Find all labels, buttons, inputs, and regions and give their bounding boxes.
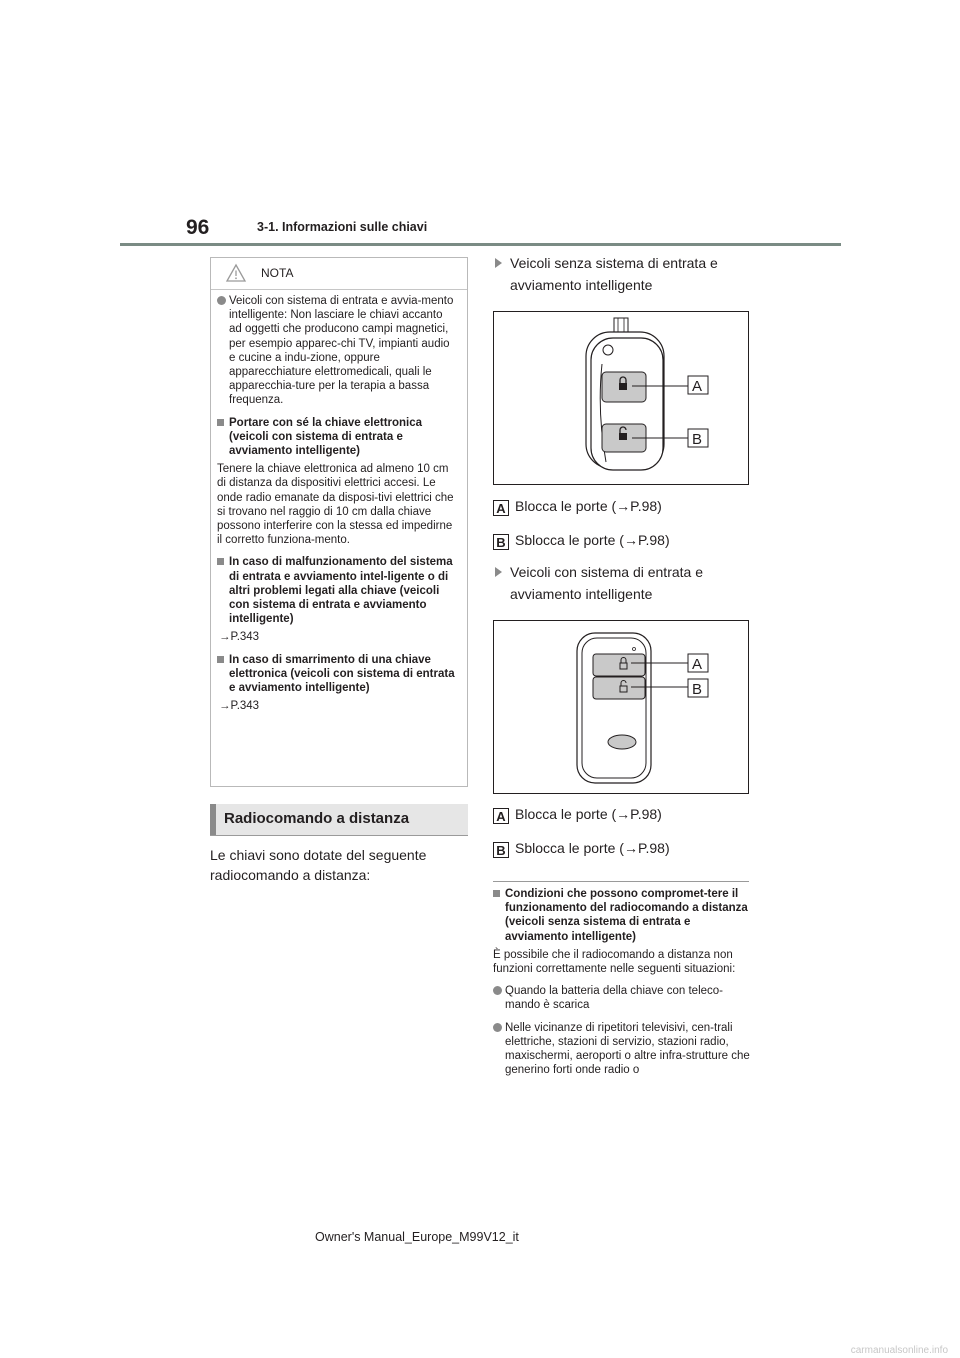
nota-title: NOTA	[261, 266, 294, 280]
caption-text: Blocca le porte (→P.98)	[515, 806, 662, 822]
label-a-badge: A	[493, 500, 509, 516]
list-item-text: Veicoli con sistema di entrata e avviamento intelligente	[510, 564, 703, 602]
warning-triangle-icon	[225, 263, 247, 283]
triangle-bullet-icon	[495, 258, 502, 268]
conditions-heading-text: Condizioni che possono compromet-tere il funzionamento del radiocomando a distanza (veicoli senza sistema di entrata e avviamento intelligente)	[505, 888, 748, 943]
caption-text: Blocca le porte (→P.98)	[515, 498, 662, 514]
bullet-square-icon	[493, 890, 500, 897]
page-reference-link[interactable]: →P.343	[219, 700, 260, 713]
key-illustration-no-smart-entry	[493, 311, 749, 485]
callout-label-b: B	[692, 681, 703, 698]
footer-text: Owner's Manual_Europe_M99V12_it	[315, 1230, 519, 1244]
nota-box	[210, 257, 468, 787]
nota-item	[217, 294, 457, 408]
header-rule	[120, 243, 841, 246]
heading-accent-bar	[210, 804, 216, 835]
page-number: 96	[186, 216, 210, 239]
list-item	[495, 252, 760, 296]
bullet-square-icon	[217, 419, 224, 426]
list-item	[495, 561, 760, 605]
nota-heading-text: Portare con sé la chiave elettronica (veicoli con sistema di entrata e avviamento intelligente)	[229, 416, 423, 458]
bullet-circle-icon	[493, 1023, 502, 1032]
bullet-square-icon	[217, 558, 224, 565]
nota-item-heading	[217, 653, 457, 696]
section-title: 3-1. Informazioni sulle chiavi	[257, 220, 428, 234]
triangle-bullet-icon	[495, 567, 502, 577]
nota-item-text: Tenere la chiave elettronica ad almeno 10 cm di distanza da dispositivi elettrici accesi. Le onde radio emanate da disposi-tivi elettrici che si trovano nel raggio di 10 cm dalla chiave possono interferire con la stessa ed impedirne il corretto funziona-mento.	[217, 463, 454, 547]
conditions-section	[493, 887, 751, 1085]
caption-text: Sblocca le porte (→P.98)	[515, 532, 670, 548]
caption-lock	[493, 806, 662, 824]
callout-label-a: A	[692, 378, 703, 395]
bullet-circle-icon	[217, 296, 226, 305]
condition-item-text: Nelle vicinanze di ripetitori televisivi, cen-trali elettriche, stazioni di servizio, stazioni radio, maxischermi, aeroporti o altre infra-strutture che generino forti onde radio o	[505, 1021, 750, 1077]
divider	[493, 881, 749, 882]
intro-paragraph: Le chiavi sono dotate del seguente radiocomando a distanza:	[210, 847, 427, 883]
conditions-heading	[493, 887, 751, 944]
smart-key-fob-image	[494, 621, 748, 793]
condition-item	[493, 984, 751, 1012]
watermark: carmanualsonline.info	[850, 1345, 948, 1356]
conditions-intro: È possibile che il radiocomando a distanza non funzioni correttamente nelle seguenti situazioni:	[493, 948, 736, 976]
callout-label-b: B	[692, 431, 703, 448]
nota-heading-text: In caso di smarrimento di una chiave elettronica (veicoli con sistema di entrata e avviamento intelligente)	[229, 653, 455, 695]
bullet-circle-icon	[493, 986, 502, 995]
condition-item-text: Quando la batteria della chiave con teleco-mando è scarica	[505, 985, 724, 1012]
section-heading-text: Radiocomando a distanza	[224, 810, 410, 827]
nota-body	[217, 294, 457, 721]
caption-lock	[493, 498, 662, 516]
label-b-badge: B	[493, 842, 509, 858]
condition-item	[493, 1021, 751, 1078]
divider	[210, 835, 468, 836]
caption-unlock	[493, 532, 670, 550]
divider	[211, 289, 467, 290]
callout-label-a: A	[692, 656, 703, 673]
caption-unlock	[493, 840, 670, 858]
nota-header	[211, 258, 467, 288]
nota-item-text: Veicoli con sistema di entrata e avvia-mento intelligente: Non lasciare le chiavi accanto ad oggetti che producono campi magnetici, per esempio apparec-chi TV, impianti audio e cucine a indu-zione, oppure apparecchiature elettromedicali, quali le apparecchia-ture per la terapia a bassa frequenza.	[229, 295, 454, 407]
label-b-badge: B	[493, 534, 509, 550]
folding-key-fob-image	[494, 312, 748, 484]
section-heading	[210, 804, 468, 835]
list-item-text: Veicoli senza sistema di entrata e avviamento intelligente	[510, 255, 718, 293]
bullet-square-icon	[217, 656, 224, 663]
label-a-badge: A	[493, 808, 509, 824]
nota-item-heading	[217, 416, 457, 459]
page-reference-link[interactable]: →P.343	[219, 631, 260, 644]
caption-text: Sblocca le porte (→P.98)	[515, 840, 670, 856]
key-illustration-smart-entry	[493, 620, 749, 794]
nota-heading-text: In caso di malfunzionamento del sistema di entrata e avviamento intel-ligente o di altri problemi legati alla chiave (veicoli con sistema di entrata e avviamento intelligente)	[229, 556, 453, 626]
nota-item-heading	[217, 555, 457, 626]
